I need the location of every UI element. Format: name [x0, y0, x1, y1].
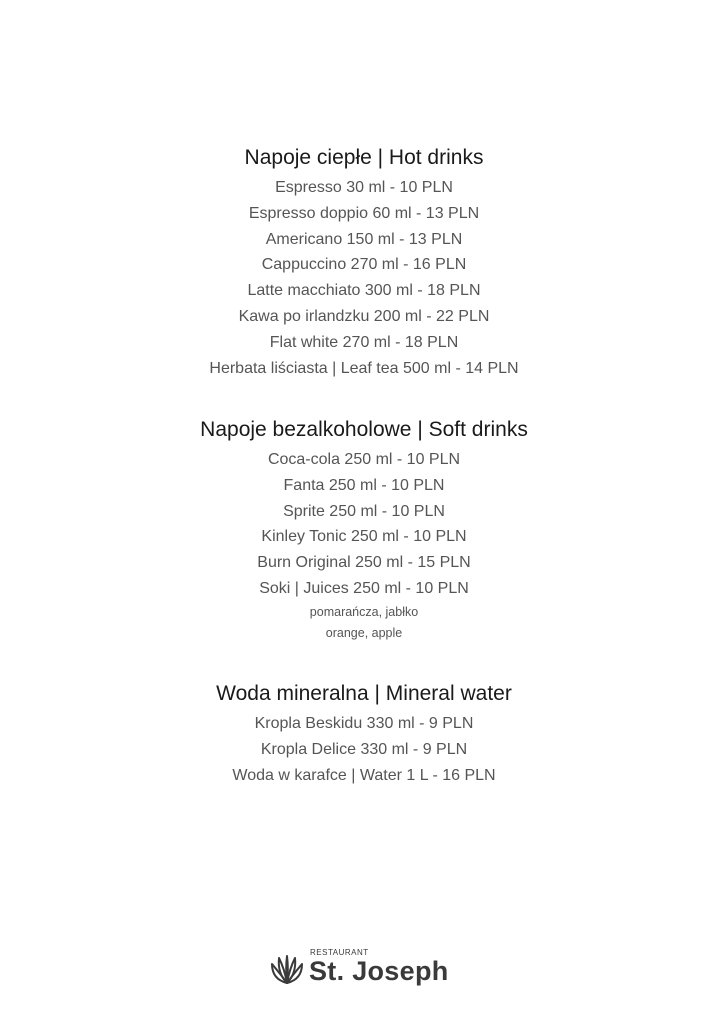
- restaurant-logo: [268, 946, 468, 996]
- menu-item: Latte macchiato 300 ml - 18 PLN: [247, 282, 481, 300]
- section-heading: Woda mineralna | Mineral water: [216, 682, 512, 705]
- menu-item: Soki | Juices 250 ml - 10 PLN: [259, 579, 469, 597]
- menu-item: Kropla Beskidu 330 ml - 9 PLN: [254, 715, 474, 732]
- menu-item-note: pomarańcza, jabłko: [309, 604, 419, 619]
- menu-item-note: orange, apple: [325, 625, 403, 640]
- menu-item: Americano 150 ml - 13 PLN: [265, 230, 463, 248]
- leaf-emblem-icon: [270, 952, 304, 986]
- logo-name: St. Joseph: [309, 956, 449, 986]
- menu-item: Coca-cola 250 ml - 10 PLN: [267, 451, 461, 468]
- menu-item: Woda w karafce | Water 1 L - 16 PLN: [232, 766, 496, 784]
- section-heading: Napoje ciepłe | Hot drinks: [244, 146, 484, 169]
- menu-item: Burn Original 250 ml - 15 PLN: [257, 554, 471, 572]
- menu-item: Kawa po irlandzku 200 ml - 22 PLN: [238, 307, 490, 325]
- menu-item: Fanta 250 ml - 10 PLN: [283, 476, 445, 494]
- menu-item: Flat white 270 ml - 18 PLN: [269, 333, 459, 351]
- soft-drinks-section: [0, 416, 728, 644]
- menu-item: Kropla Delice 330 ml - 9 PLN: [260, 740, 468, 758]
- menu-item: Herbata liściasta | Leaf tea 500 ml - 14 PLN: [209, 359, 519, 377]
- menu-item: Cappuccino 270 ml - 16 PLN: [261, 256, 467, 274]
- section-heading: Napoje bezalkoholowe | Soft drinks: [200, 418, 528, 441]
- menu-item: Espresso doppio 60 ml - 13 PLN: [248, 204, 480, 222]
- menu-item: Espresso 30 ml - 10 PLN: [275, 179, 453, 196]
- logo-tagline: RESTAURANT: [310, 948, 369, 957]
- mineral-water-section: [0, 680, 728, 788]
- menu-item: Sprite 250 ml - 10 PLN: [283, 502, 445, 520]
- menu-item: Kinley Tonic 250 ml - 10 PLN: [261, 528, 467, 546]
- hot-drinks-section: [0, 144, 728, 381]
